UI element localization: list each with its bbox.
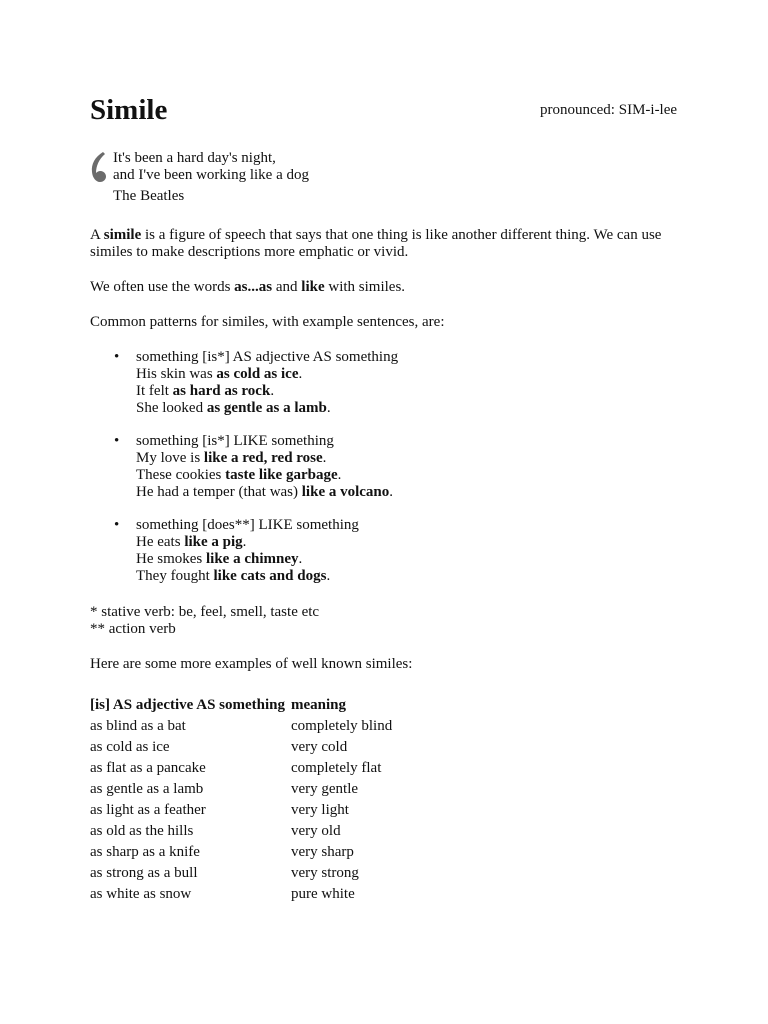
table-header-row [90,695,491,716]
text-run: . [242,534,247,550]
table-row [90,863,491,884]
pattern-example [136,568,666,585]
table-row [90,737,491,758]
meaning-cell: very old [291,823,341,839]
column-header-simile: [is] AS adjective AS something [90,697,285,713]
text-run: We often use the words [90,279,235,295]
meaning-cell: completely blind [291,718,393,734]
text-run: My love is [136,450,204,466]
footnotes [90,604,319,638]
meaning-cell: very cold [291,739,348,755]
pattern-example [136,383,666,400]
table-row [90,716,491,737]
pronunciation: pronounced: SIM-i-lee [540,102,678,118]
similes-table-body [90,716,491,905]
similes-table [90,695,491,905]
meaning-cell: very light [291,802,349,818]
text-run: . [326,568,331,584]
definition-paragraph [90,227,680,261]
meaning-cell: very gentle [291,781,359,797]
simile-cell: as cold as ice [90,739,170,755]
open-quote-icon [88,150,110,184]
simile-cell: as flat as a pancake [90,760,206,776]
text-run: . [270,383,275,399]
text-run: He smokes [136,551,206,567]
text-run: . [298,366,303,382]
text-run: He had a temper (that was) [136,484,302,500]
text-run: . [389,484,394,500]
pattern-heading: something [does**] LIKE something [136,517,359,533]
bold-phrase: like [301,279,325,295]
text-run: . [337,467,342,483]
text-run: It felt [136,383,173,399]
text-run: His skin was [136,366,217,382]
text-run: He eats [136,534,185,550]
bold-phrase: taste like garbage [225,467,338,483]
bold-phrase: like a chimney [206,551,299,567]
meaning-cell: pure white [291,886,355,902]
simile-cell: as light as a feather [90,802,206,818]
table-row [90,842,491,863]
bold-phrase: as...as [234,279,273,295]
footnote-stative: * stative verb: be, feel, smell, taste etc [90,604,320,620]
bullet-icon: • [114,517,120,533]
simile-cell: as sharp as a knife [90,844,200,860]
bullet-icon: • [114,349,120,365]
text-run: She looked [136,400,207,416]
text-run: . [298,551,303,567]
pattern-example [136,400,666,417]
simile-cell: as white as snow [90,886,192,902]
text-run: is a figure of speech that says that one thing is like another different thing. We can use similes to make descriptions more emphatic or vivid. [90,227,662,260]
quote-attribution: The Beatles [113,188,185,204]
meaning-cell: very strong [291,865,359,881]
footnote-action: ** action verb [90,621,176,637]
text-run: . [322,450,327,466]
bold-phrase: simile [103,227,142,243]
pattern-example [136,467,666,484]
usage-paragraph [90,279,680,296]
pattern-example [136,484,666,501]
column-header-meaning: meaning [291,697,347,713]
bold-phrase: as cold as ice [216,366,299,382]
table-row [90,758,491,779]
text-run: A [90,227,104,243]
bold-phrase: like a red, red rose [203,450,323,466]
text-run: with similes. [324,279,406,295]
quote-line: It's been a hard day's night, [113,150,276,166]
patterns-intro: Common patterns for similes, with example sentences, are: [90,314,445,330]
pattern-heading: something [is*] AS adjective AS something [136,349,399,365]
table-row [90,779,491,800]
simile-cell: as old as the hills [90,823,194,839]
table-row [90,821,491,842]
simile-cell: as strong as a bull [90,865,198,881]
table-row [90,884,491,905]
quote-line: and I've been working like a dog [113,167,309,183]
bold-phrase: like a volcano [301,484,390,500]
song-quote [113,150,309,184]
bold-phrase: like a pig [184,534,243,550]
bold-phrase: as hard as rock [172,383,271,399]
text-run: . [326,400,331,416]
bold-phrase: as gentle as a lamb [206,400,327,416]
simile-cell: as blind as a bat [90,718,186,734]
pattern-example [136,551,666,568]
more-examples-intro: Here are some more examples of well known similes: [90,656,413,672]
pattern-example [136,534,666,551]
meaning-cell: completely flat [291,760,382,776]
pattern-example [136,450,666,467]
bullet-icon: • [114,433,120,449]
simile-cell: as gentle as a lamb [90,781,204,797]
text-run: These cookies [136,467,226,483]
pattern-heading: something [is*] LIKE something [136,433,334,449]
bold-phrase: like cats and dogs [213,568,327,584]
table-row [90,800,491,821]
text-run: They fought [136,568,214,584]
text-run: and [272,279,302,295]
meaning-cell: very sharp [291,844,354,860]
pattern-example [136,366,666,383]
page-title: Simile [90,94,168,126]
